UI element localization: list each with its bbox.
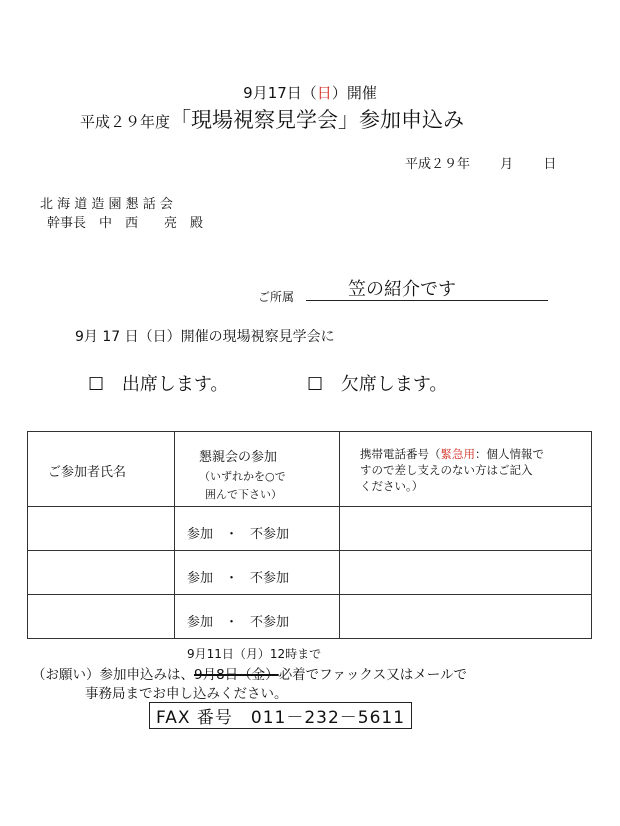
option-separator: ・ xyxy=(225,615,239,630)
party-cell[interactable] xyxy=(175,595,340,639)
option-separator: ・ xyxy=(225,571,239,586)
attend-label: 出席します。 xyxy=(121,374,229,395)
title-main: 「現場視察見学会」参加申込み xyxy=(170,108,465,132)
event-date-prefix: 9月17日（ xyxy=(243,84,317,102)
table-header-row xyxy=(28,432,592,507)
event-line: 9月 17 日（日）開催の現場視察見学会に xyxy=(75,329,335,345)
join-option[interactable]: 参加 xyxy=(187,571,214,586)
table-row xyxy=(28,551,592,595)
phone-cell[interactable] xyxy=(340,507,592,551)
nojoin-option[interactable]: 不参加 xyxy=(250,615,290,630)
party-cell[interactable] xyxy=(175,551,340,595)
title-year: 平成２９年度 xyxy=(80,113,171,131)
date-era: 平成２９年 xyxy=(405,157,471,172)
phone-cell[interactable] xyxy=(340,551,592,595)
event-date-suffix: ）開催 xyxy=(331,84,377,102)
fax-number: FAX 番号 011－232－5611 xyxy=(149,702,412,729)
table-row xyxy=(28,595,592,639)
header-phone xyxy=(340,432,592,507)
nojoin-option[interactable]: 不参加 xyxy=(250,571,290,586)
absent-checkbox[interactable]: ☐ xyxy=(307,374,324,395)
date-day: 日 xyxy=(543,157,557,172)
header-phone-line-3: ください。） xyxy=(360,479,424,493)
event-date-heading xyxy=(0,82,620,103)
notice-line-2: 事務局までお申し込みください。 xyxy=(85,686,288,702)
header-party-note-1: （いずれかを○で xyxy=(199,470,286,483)
header-party-label: 懇親会の参加 xyxy=(199,450,278,465)
header-party xyxy=(175,432,340,507)
participant-table xyxy=(27,431,592,639)
nojoin-option[interactable]: 不参加 xyxy=(250,527,290,542)
application-date-line xyxy=(405,153,556,172)
addressee-person: 幹事長 中 西 亮 殿 xyxy=(47,216,204,231)
deadline-correction: 9月11日（月）12時まで xyxy=(187,647,322,661)
header-phone-line-1 xyxy=(360,446,591,462)
name-cell[interactable] xyxy=(28,551,175,595)
notice-struck-date: 9月8日（金） xyxy=(194,667,279,683)
header-phone-text-b: ：個人情報で xyxy=(475,447,544,461)
notice-text-b: 必着でファックス又はメールで xyxy=(278,667,468,683)
affiliation-label: ご所属 xyxy=(258,290,295,304)
party-cell[interactable] xyxy=(175,507,340,551)
option-separator: ・ xyxy=(225,527,239,542)
header-name xyxy=(28,432,175,507)
absent-choice[interactable] xyxy=(307,370,447,396)
phone-cell[interactable] xyxy=(340,595,592,639)
attend-checkbox[interactable]: ☐ xyxy=(88,374,105,395)
notice-line-1 xyxy=(32,663,467,683)
attend-choice[interactable] xyxy=(88,370,228,396)
name-cell[interactable] xyxy=(28,507,175,551)
name-cell[interactable] xyxy=(28,595,175,639)
page-title xyxy=(80,104,464,134)
table-row xyxy=(28,507,592,551)
affiliation-value: 笠の紹介です xyxy=(348,279,456,300)
date-month: 月 xyxy=(500,157,514,172)
notice-text-a: （お願い）参加申込みは、 xyxy=(32,667,194,683)
join-option[interactable]: 参加 xyxy=(187,615,214,630)
absent-label: 欠席します。 xyxy=(340,374,448,395)
addressee-org: 北 海 道 造 園 懇 話 会 xyxy=(40,197,173,212)
event-date-day: 日 xyxy=(316,84,332,102)
join-option[interactable]: 参加 xyxy=(187,527,214,542)
header-phone-text-a: 携帯電話番号（ xyxy=(360,447,441,461)
header-name-label: ご参加者氏名 xyxy=(48,465,127,480)
affiliation-field[interactable] xyxy=(306,275,548,301)
header-phone-line-2: すので差し支えのない方はご記入 xyxy=(360,463,533,477)
header-phone-emergency: 緊急用 xyxy=(440,447,475,461)
header-party-note-2: 囲んで下さい） xyxy=(205,488,282,501)
